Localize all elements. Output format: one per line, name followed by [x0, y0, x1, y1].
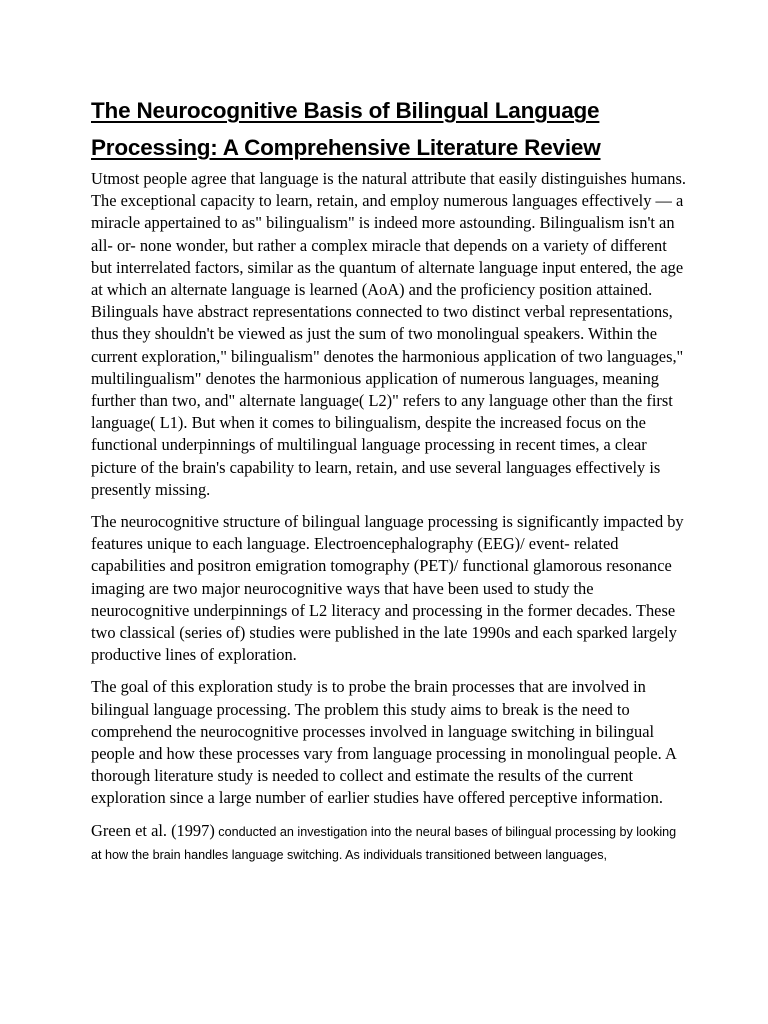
citation: Green et al. (1997)	[91, 820, 215, 840]
paragraph-1: Utmost people agree that language is the natural attribute that easily distinguishes humans. The exceptional capacity to learn, retain, and employ numerous languages effectively — a miracle appertained to as" bilingualism" is indeed more astounding. Bilingualism isn't an all- or- none wonder, but rather a complex miracle that depends on a variety of different but interrelated factors, similar as the quantum of alternate language input entered, the age at which an alternate language is learned (AoA) and the proficiency position attained. Bilinguals have abstract representations connected to two distinct verbal representations, thus they shouldn't be viewed as just the sum of two monolingual speakers. Within the current exploration," bilingualism" denotes the harmonious application of two languages," multilingualism" denotes the harmonious application of numerous languages, meaning further than two, and" alternate language( L2)" refers to any language other than the first language( L1). But when it comes to bilingualism, despite the increased focus on the functional underpinnings of multilingual language processing in recent times, a clear picture of the brain's capability to learn, retain, and use several languages effectively is presently missing.	[91, 169, 686, 499]
paragraph-4-text: conducted an investigation into the neural bases of bilingual processing by looking at how the brain handles language switching. As individuals transitioned between languages,	[91, 824, 677, 862]
paragraph-3: The goal of this exploration study is to probe the brain processes that are involved in bilingual language processing. The problem this study aims to break is the need to comprehend the neurocognitive processes involved in language switching in bilingual people and how these processes vary from language processing in monolingual people. A thorough literature study is needed to collect and estimate the results of the current exploration since a large number of earlier studies have offered perceptive information.	[91, 677, 676, 808]
paragraph-4	[91, 820, 687, 866]
title-line-2: Processing: A Comprehensive Literature Review	[91, 135, 601, 160]
document-body	[91, 92, 687, 866]
document-title	[91, 92, 687, 166]
title-line-1: The Neurocognitive Basis of Bilingual Language	[91, 98, 600, 123]
paragraph-2: The neurocognitive structure of bilingual language processing is significantly impacted by features unique to each language. Electroencephalography (EEG)/ event- related capabilities and positron emigration tomography (PET)/ functional glamorous resonance imaging are two major neurocognitive ways that have been used to study the neurocognitive underpinnings of L2 literacy and processing in the former decades. These two classical (series of) studies were published in the late 1990s and each sparked largely productive lines of exploration.	[91, 512, 684, 665]
